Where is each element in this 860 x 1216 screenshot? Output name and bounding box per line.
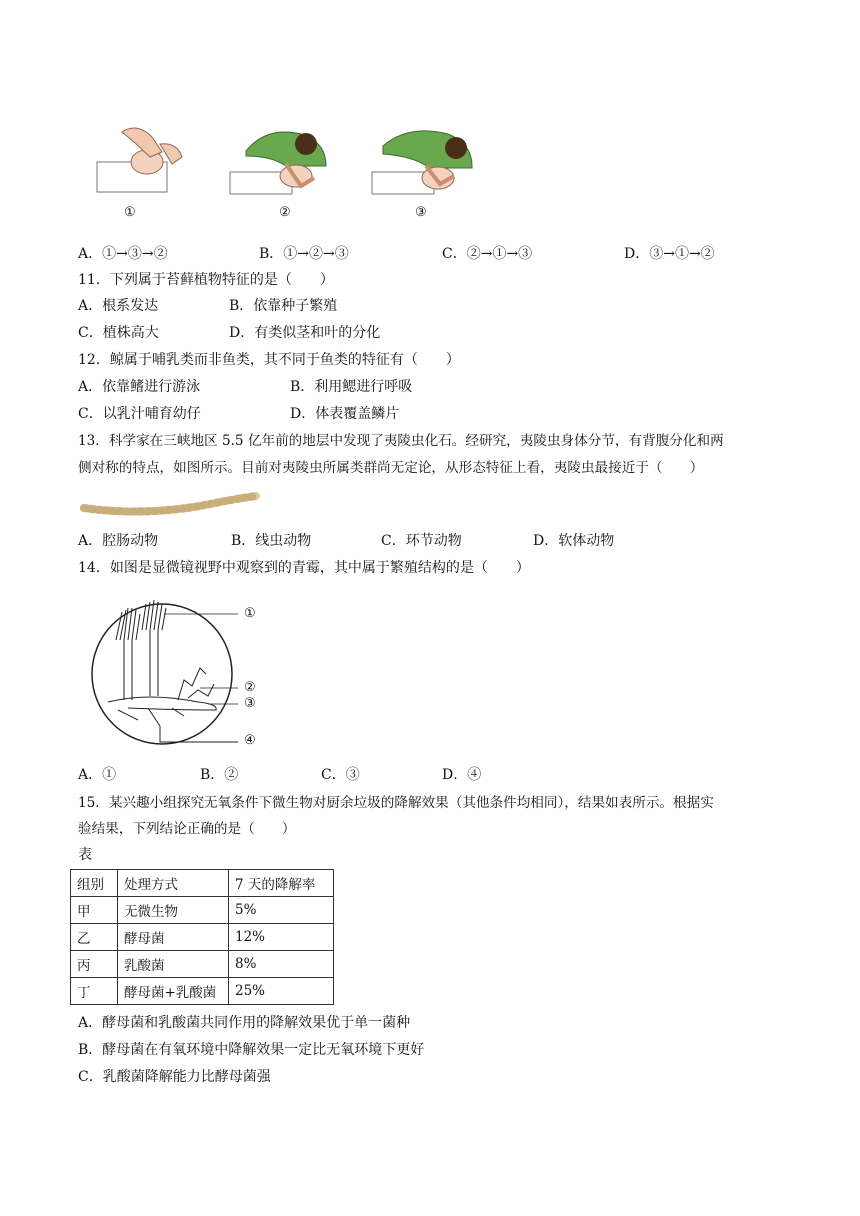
table-row xyxy=(71,897,334,924)
q12-option-c: C．以乳汁哺育幼仔 xyxy=(78,406,201,422)
table-row xyxy=(71,978,334,1005)
q12-option-b: B．利用鳃进行呼吸 xyxy=(290,379,413,395)
q15-option-a: A．酵母菌和乳酸菌共同作用的降解效果优于单一菌种 xyxy=(78,1015,411,1031)
cell-rate: 5% xyxy=(229,897,334,924)
q15-stem-line-1: 15．某兴趣小组探究无氧条件下微生物对厨余垃圾的降解效果（其他条件均相同），结果如表所示。根据实 xyxy=(78,795,714,811)
q11-option-a: A．根系发达 xyxy=(78,298,159,314)
q14-label-4: ④ xyxy=(244,733,256,748)
q14-option-c: C．③ xyxy=(321,767,360,783)
header-rate: 7 天的降解率 xyxy=(229,870,334,897)
q10-option-b: B．①→②→③ xyxy=(259,246,349,262)
table-header-row xyxy=(71,870,334,897)
figure-caption-3: ③ xyxy=(415,205,427,220)
q14-label-2: ② xyxy=(244,680,256,695)
cell-treatment: 酵母菌+乳酸菌 xyxy=(118,978,229,1005)
cell-rate: 12% xyxy=(229,924,334,951)
q15-option-b: B．酵母菌在有氧环境中降解效果一定比无氧环境下更好 xyxy=(78,1042,425,1058)
q13-stem-line-2: 侧对称的特点，如图所示。目前对夷陵虫所属类群尚无定论，从形态特征上看，夷陵虫最接近于（ ） xyxy=(78,460,704,476)
q14-option-d: D．④ xyxy=(442,767,482,783)
rescue-figure-3 xyxy=(368,126,478,202)
q11-option-c: C．植株高大 xyxy=(78,325,159,341)
cell-group: 乙 xyxy=(71,924,118,951)
q10-option-a: A．①→③→② xyxy=(78,246,168,262)
q13-option-a: A．腔肠动物 xyxy=(78,533,159,549)
q14-stem: 14．如图是显微镜视野中观察到的青霉，其中属于繁殖结构的是（ ） xyxy=(78,560,530,576)
cell-treatment: 无微生物 xyxy=(118,897,229,924)
q11-stem: 11．下列属于苔藓植物特征的是（ ） xyxy=(78,272,334,288)
table-row xyxy=(71,924,334,951)
q14-label-1: ① xyxy=(244,606,256,621)
q12-stem: 12．鲸属于哺乳类而非鱼类，其不同于鱼类的特征有（ ） xyxy=(78,352,460,368)
q14-label-3: ③ xyxy=(244,696,256,711)
q10-option-d: D．③→①→② xyxy=(624,246,715,262)
q14-option-b: B．② xyxy=(200,767,239,783)
figure-caption-1: ① xyxy=(124,205,136,220)
degradation-table xyxy=(70,869,334,1005)
q11-option-b: B．依靠种子繁殖 xyxy=(229,298,338,314)
cell-treatment: 乳酸菌 xyxy=(118,951,229,978)
q13-option-b: B．线虫动物 xyxy=(231,533,312,549)
q13-option-c: C．环节动物 xyxy=(381,533,462,549)
table-row xyxy=(71,951,334,978)
q13-option-d: D．软体动物 xyxy=(533,533,615,549)
rescue-figure-1 xyxy=(92,122,192,202)
cell-group: 甲 xyxy=(71,897,118,924)
cell-group: 丙 xyxy=(71,951,118,978)
q13-stem-line-1: 13．科学家在三峡地区 5.5 亿年前的地层中发现了夷陵虫化石。经研究，夷陵虫身体分节，有背腹分化和两 xyxy=(78,433,724,449)
q14-option-a: A．① xyxy=(78,767,117,783)
table-caption: 表 xyxy=(78,847,92,863)
cell-rate: 25% xyxy=(229,978,334,1005)
header-group: 组别 xyxy=(71,870,118,897)
q12-option-d: D．体表覆盖鳞片 xyxy=(290,406,400,422)
cell-treatment: 酵母菌 xyxy=(118,924,229,951)
figure-caption-2: ② xyxy=(279,205,291,220)
yilingchong-fossil-image xyxy=(80,490,260,518)
header-treatment: 处理方式 xyxy=(118,870,229,897)
penicillium-diagram xyxy=(88,592,268,762)
cell-rate: 8% xyxy=(229,951,334,978)
cell-group: 丁 xyxy=(71,978,118,1005)
q15-option-c: C．乳酸菌降解能力比酵母菌强 xyxy=(78,1069,271,1085)
q11-option-d: D．有类似茎和叶的分化 xyxy=(229,325,381,341)
q10-option-c: C．②→①→③ xyxy=(442,246,533,262)
rescue-figure-2 xyxy=(226,126,336,202)
q15-stem-line-2: 验结果，下列结论正确的是（ ） xyxy=(78,821,296,837)
q12-option-a: A．依靠鳍进行游泳 xyxy=(78,379,201,395)
